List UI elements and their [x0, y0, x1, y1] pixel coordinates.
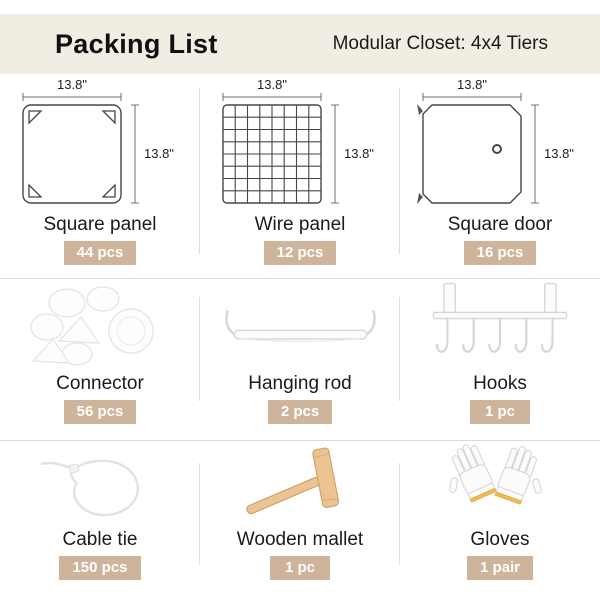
item-name: Cable tie: [62, 529, 138, 550]
header-band: [0, 14, 600, 74]
cable-tie-icon: [0, 441, 200, 529]
column-divider: [199, 297, 200, 401]
item-square-panel: [0, 74, 200, 278]
width-dimension-label: 13.8": [57, 77, 87, 92]
item-qty-badge: 1 pc: [470, 400, 530, 424]
item-name: Hooks: [473, 373, 527, 394]
item-name: Square door: [447, 214, 553, 235]
row-panels: [0, 74, 600, 278]
item-name: Connector: [56, 373, 144, 394]
height-dimension-label: 13.8": [344, 146, 374, 161]
item-hooks: [400, 279, 600, 440]
item-qty-badge: 56 pcs: [64, 400, 137, 424]
item-qty-badge: 2 pcs: [268, 400, 332, 424]
item-qty-badge: 44 pcs: [64, 241, 137, 265]
item-connector: [0, 279, 200, 440]
column-divider: [399, 88, 400, 254]
product-subtitle: Modular Closet: 4x4 Tiers: [332, 33, 548, 54]
square-door-icon: [400, 74, 600, 214]
item-qty-badge: 12 pcs: [264, 241, 337, 265]
width-dimension-label: 13.8": [457, 77, 487, 92]
item-qty-badge: 1 pc: [270, 556, 330, 580]
item-cable-tie: [0, 441, 200, 600]
column-divider: [399, 297, 400, 401]
item-wire-panel: [200, 74, 400, 278]
item-qty-badge: 16 pcs: [464, 241, 537, 265]
item-wooden-mallet: [200, 441, 400, 600]
row-accessories: [0, 440, 600, 600]
item-name: Hanging rod: [248, 373, 352, 394]
item-qty-badge: 1 pair: [467, 556, 533, 580]
item-name: Wooden mallet: [236, 529, 364, 550]
gloves-icon: [400, 441, 600, 529]
item-name: Square panel: [43, 214, 157, 235]
height-dimension-label: 13.8": [544, 146, 574, 161]
height-dimension-label: 13.8": [144, 146, 174, 161]
item-name: Gloves: [470, 529, 530, 550]
column-divider: [199, 88, 200, 254]
item-square-door: [400, 74, 600, 278]
width-dimension-label: 13.8": [257, 77, 287, 92]
column-divider: [399, 463, 400, 565]
row-hardware: [0, 278, 600, 440]
item-gloves: [400, 441, 600, 600]
wire-panel-icon: [200, 74, 400, 214]
item-hanging-rod: [200, 279, 400, 440]
item-name: Wire panel: [254, 214, 346, 235]
wooden-mallet-icon: [200, 441, 400, 529]
column-divider: [199, 463, 200, 565]
connector-icon: [0, 279, 200, 373]
hanging-rod-icon: [200, 279, 400, 373]
square-panel-icon: [0, 74, 200, 214]
hooks-icon: [400, 279, 600, 373]
item-qty-badge: 150 pcs: [59, 556, 140, 580]
page-title: Packing List: [55, 28, 218, 59]
